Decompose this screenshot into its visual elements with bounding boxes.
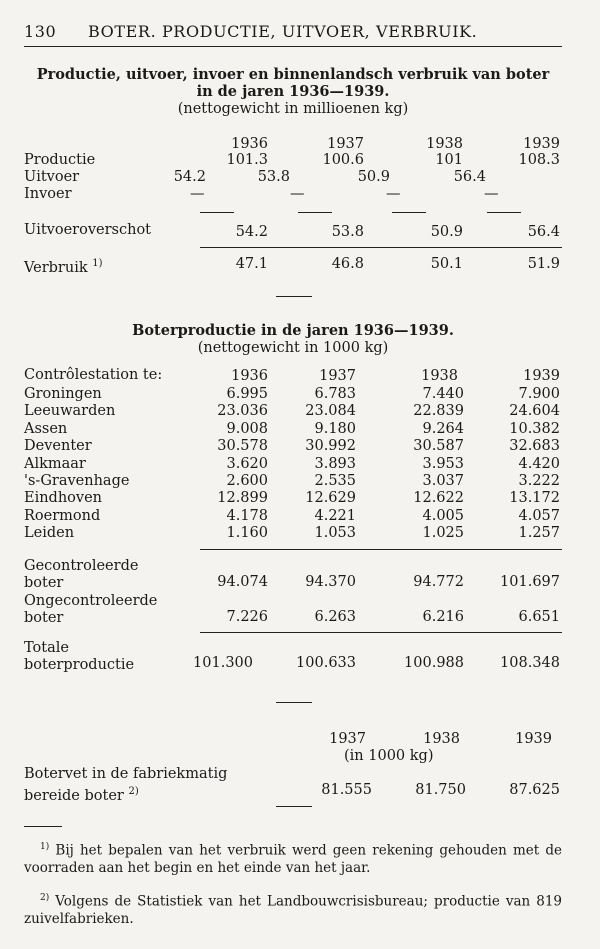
station-value-1939: 13.172 [509,490,560,506]
section-separator-1 [276,296,312,297]
row-label-uitvoer: Uitvoer [24,169,80,185]
station-value-1938: 30.587 [413,438,464,454]
sum-rule-2 [298,212,332,213]
gecontroleerd-1937: 94.370 [305,574,356,590]
ongecontroleerd-label-line2: boter [24,610,64,626]
footnote-2-text: Volgens de Statistiek van het Landbouwcrisisbureau; productie van 819 zuivelfabrieken. [24,893,563,927]
station-label: Groningen [24,386,102,402]
table3-year-1937: 1937 [329,731,366,747]
running-title: BOTER. PRODUCTIE, UITVOER, VERBRUIK. [88,22,478,41]
invoer-1936: — [190,186,205,202]
productie-1939: 108.3 [518,152,560,168]
gecontroleerd-1936: 94.074 [217,574,268,590]
table2-total-rule [200,632,562,633]
verbruik-label: Verbruik [24,259,88,276]
table2-column-header: Contrôlestation te: [24,367,163,383]
footnote-2-mark: 2) [40,893,50,903]
station-value-1937: 9.180 [314,421,356,437]
table2-subtitle: (nettogewicht in 1000 kg) [197,340,389,356]
verbruik-1937: 46.8 [331,256,364,272]
station-value-1936: 6.995 [226,386,268,402]
verbruik-1939: 51.9 [527,256,560,272]
table2-year-1937: 1937 [319,368,356,384]
ongecontroleerd-1936: 7.226 [226,609,268,625]
sum-rule-4 [487,212,521,213]
station-value-1936: 1.160 [226,525,268,541]
station-value-1939: 3.222 [518,473,560,489]
station-label: Alkmaar [24,456,86,472]
table3-value-1938: 81.750 [415,782,466,798]
table3-label-line1: Botervet in de fabriekmatig [24,766,228,782]
table1-year-1937: 1937 [327,136,364,152]
uitvoer-1939: 56.4 [453,169,486,185]
totaal-1938: 100.988 [404,655,464,671]
station-value-1939: 32.683 [509,438,560,454]
productie-1937: 100.6 [322,152,364,168]
station-value-1937: 12.629 [305,490,356,506]
table3-value-1939: 87.625 [509,782,560,798]
ongecontroleerd-label-line1: Ongecontroleerde [24,593,158,609]
totaal-label-line1: Totale [24,640,69,656]
gecontroleerd-1938: 94.772 [413,574,464,590]
station-value-1937: 30.992 [305,438,356,454]
station-value-1936: 3.620 [226,456,268,472]
station-value-1938: 7.440 [422,386,464,402]
productie-1938: 101 [435,152,463,168]
totaal-1939: 108.348 [500,655,560,671]
table2-year-1938: 1938 [421,368,458,384]
productie-1936: 101.3 [226,152,268,168]
station-value-1937: 4.221 [314,508,356,524]
uitvoeroverschot-1938: 50.9 [430,224,463,240]
sum-rule-3 [392,212,426,213]
totaal-1936: 101.300 [193,655,253,671]
station-value-1936: 2.600 [226,473,268,489]
station-label: 's-Gravenhage [24,473,130,489]
station-value-1936: 23.036 [217,403,268,419]
uitvoeroverschot-1936: 54.2 [235,224,268,240]
footnote-1-mark: 1) [40,842,50,852]
station-label: Eindhoven [24,490,103,506]
page-number: 130 [24,22,57,41]
verbruik-1938: 50.1 [430,256,463,272]
station-label: Deventer [24,438,92,454]
table1-year-1939: 1939 [523,136,560,152]
ongecontroleerd-1937: 6.263 [314,609,356,625]
section-separator-3 [276,806,312,807]
station-value-1936: 9.008 [226,421,268,437]
row-label-uitvoeroverschot: Uitvoeroverschot [24,222,152,238]
station-value-1938: 4.005 [422,508,464,524]
table3-label-line2 [24,783,139,805]
gecontroleerd-1939: 101.697 [500,574,560,590]
uitvoer-1938: 50.9 [357,169,390,185]
station-label: Assen [24,421,68,437]
station-value-1939: 4.420 [518,456,560,472]
totaal-label-line2: boterproductie [24,657,135,673]
uitvoer-1936: 54.2 [173,169,206,185]
station-value-1937: 6.783 [314,386,356,402]
station-label: Leeuwarden [24,403,116,419]
sum-rule-1 [200,212,234,213]
station-value-1939: 10.382 [509,421,560,437]
invoer-1938: — [386,186,401,202]
footnote-2 [24,890,562,928]
footnote-1-text: Bij het bepalen van het verbruik werd geen rekening gehouden met de voorraden aan het begin en het einde van het jaar. [24,842,562,876]
table1-rule [200,247,562,248]
totaal-1937: 100.633 [296,655,356,671]
header-rule [24,46,562,47]
station-value-1939: 24.604 [509,403,560,419]
station-value-1939: 7.900 [518,386,560,402]
station-label: Leiden [24,525,75,541]
row-label-productie: Productie [24,152,96,168]
station-value-1939: 1.257 [518,525,560,541]
invoer-1937: — [290,186,305,202]
ongecontroleerd-1938: 6.216 [422,609,464,625]
table3-year-1939: 1939 [515,731,552,747]
footnote-rule [24,826,62,827]
row-label-invoer: Invoer [24,186,72,202]
station-value-1937: 2.535 [314,473,356,489]
gecontroleerd-label-line1: Gecontroleerde [24,558,139,574]
station-value-1936: 12.899 [217,490,268,506]
table2-year-1936: 1936 [231,368,268,384]
table1-year-1938: 1938 [426,136,463,152]
section-separator-2 [276,702,312,703]
verbruik-1936: 47.1 [235,256,268,272]
table3-year-1938: 1938 [423,731,460,747]
ongecontroleerd-1939: 6.651 [518,609,560,625]
table2-year-1939: 1939 [523,368,560,384]
table1-title-line2: in de jaren 1936—1939. [196,83,390,100]
uitvoeroverschot-1939: 56.4 [527,224,560,240]
table3-unit: (in 1000 kg) [344,748,434,764]
station-value-1938: 9.264 [422,421,464,437]
verbruik-footnote-mark: 1) [92,258,103,269]
table1-subtitle: (nettogewicht in millioenen kg) [177,101,409,117]
table3-value-1937: 81.555 [321,782,372,798]
table3-label-text: bereide boter [24,787,124,804]
station-label: Roermond [24,508,101,524]
uitvoeroverschot-1937: 53.8 [331,224,364,240]
row-label-verbruik [24,255,103,277]
table1-year-1936: 1936 [231,136,268,152]
gecontroleerd-label-line2: boter [24,575,64,591]
station-value-1936: 4.178 [226,508,268,524]
station-value-1936: 30.578 [217,438,268,454]
table3-footnote-mark: 2) [128,786,139,797]
station-value-1937: 23.084 [305,403,356,419]
table2-subtotal-rule [200,549,562,550]
station-value-1938: 22.839 [413,403,464,419]
invoer-1939: — [484,186,499,202]
table2-title: Boterproductie in de jaren 1936—1939. [132,322,454,339]
station-value-1937: 1.053 [314,525,356,541]
station-value-1939: 4.057 [518,508,560,524]
uitvoer-1937: 53.8 [257,169,290,185]
table1-title-line1: Productie, uitvoer, invoer en binnenlandsch verbruik van boter [36,66,550,83]
station-value-1938: 3.037 [422,473,464,489]
station-value-1938: 1.025 [422,525,464,541]
footnote-1 [24,839,562,877]
station-value-1938: 3.953 [422,456,464,472]
station-value-1938: 12.622 [413,490,464,506]
station-value-1937: 3.893 [314,456,356,472]
